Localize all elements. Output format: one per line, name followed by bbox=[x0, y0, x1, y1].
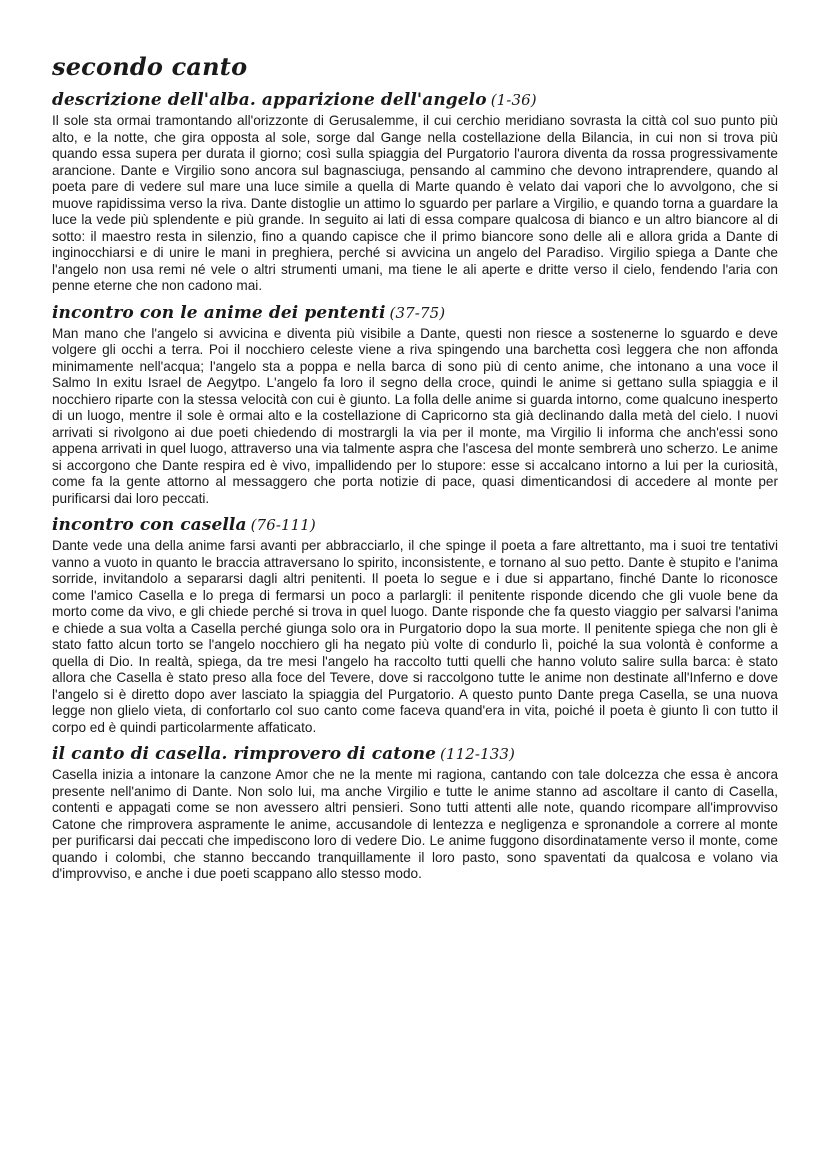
section-1 bbox=[52, 88, 778, 295]
section-2 bbox=[52, 301, 778, 508]
section-heading bbox=[52, 513, 778, 537]
section-4 bbox=[52, 742, 778, 883]
section-body: Man mano che l'angelo si avvicina e diventa più visibile a Dante, questi non riesce a sostenerne lo sguardo e deve volgere gli occhi a terra. Poi il nocchiero celeste viene a riva spingendo una barchetta così leggera che non affonda minimamente nell'acqua; l'angelo sta a poppa e nella barca di sono più di cento anime, che intonano a una voce il Salmo In exitu Israel de Aegytpo. L'angelo fa loro il segno della croce, quindi le anime si gettano sulla spiaggia e il nocchiero riparte con la stessa velocità con cui è giunto. La folla delle anime si guarda intorno, come qualcuno inesperto di un luogo, mentre il sole è ormai alto e la costellazione di Capricorno sta già declinando dalla metà del cielo. I nuovi arrivati si rivolgono ai due poeti chiedendo di mostrargli la via per il monte, ma Virgilio li informa che anch'essi sono appena arrivati in quel luogo, attraverso una via talmente aspra che l'ascesa del monte sembrerà uno scherzo. Le anime si accorgono che Dante respira ed è vivo, impallidendo per lo stupore: esse si accalcano intorno a lui per la curiosità, come fa la gente attorno al messaggero che porta notizie di pace, quasi dimenticandosi di accedere al monte per purificarsi dai loro peccati. bbox=[52, 325, 778, 506]
verse-range: (1-36) bbox=[490, 91, 537, 109]
section-heading-text: descrizione dell'alba. apparizione dell'angelo bbox=[52, 90, 487, 110]
section-heading-text: il canto di casella. rimprovero di catone bbox=[52, 744, 437, 764]
verse-range: (37-75) bbox=[389, 303, 446, 322]
section-heading-text: incontro con casella bbox=[52, 515, 247, 535]
section-3 bbox=[52, 513, 778, 736]
section-body: Casella inizia a intonare la canzone Amor che ne la mente mi ragiona, cantando con tale dolcezza che essa è ancora presente nell'animo di Dante. Non solo lui, ma anche Virgilio e tutte le anime stanno ad ascoltare il canto di Casella, contenti e appagati come se non avessero altri pensieri. Sono tutti attenti alle note, quando ricompare all'improvviso Catone che rimprovera aspramente le anime, accusandole di lentezza e negligenza e spronandole a correre al monte per purificarsi dai peccati che impediscono loro di vedere Dio. Le anime fuggono disordinatamente verso il monte, come quando i colombi, che stanno beccando tranquillamente il loro pasto, sono spaventati da qualcosa e volano via d'improvviso, e anche i due poeti scappano allo stesso modo. bbox=[52, 767, 778, 881]
section-heading bbox=[52, 742, 778, 766]
section-heading bbox=[52, 301, 778, 325]
section-heading bbox=[52, 88, 778, 112]
section-body: Il sole sta ormai tramontando all'orizzonte di Gerusalemme, il cui cerchio meridiano sovrasta la città col suo punto più alto, e la notte, che gira opposta al sole, sorge dal Gange nella costellazione della Bilancia, in cui non si trova più quando essa supera per durata il giorno; così sulla spiaggia del Purgatorio l'aurora diventa da rossa progressivamente arancione. Dante e Virgilio sono ancora sul bagnasciuga, pensando al cammino che devono intraprendere, quando al poeta pare di vedere sul mare una luce simile a quella di Marte quando è velato dai vapori che lo avvolgono, che si muove rapidissima verso la riva. Dante distoglie un attimo lo sguardo per parlare a Virgilio, e quando torna a guardare la luce la vede più splendente e più grande. In seguito ai lati di essa compare qualcosa di bianco e un altro biancore al di sotto: il maestro resta in silenzio, fino a quando capisce che il primo biancore sono delle ali e allora grida a Dante di inginocchiarsi e di unire le mani in preghiera, perché si avvicina un angelo del Paradiso. Virgilio spiega a Dante che l'angelo non usa remi né vele o altri strumenti umani, ma tiene le ali aperte e dritte verso il cielo, fendendo l'aria con penne eterne che non cadono mai. bbox=[52, 113, 778, 293]
verse-range: (76-111) bbox=[250, 516, 316, 534]
page-title: secondo canto bbox=[52, 52, 248, 81]
verse-range: (112-133) bbox=[440, 745, 515, 763]
section-heading-text: incontro con le anime dei pententi bbox=[52, 302, 386, 323]
document-page bbox=[52, 52, 778, 889]
section-body: Dante vede una della anime farsi avanti per abbracciarlo, il che spinge il poeta a fare altrettanto, ma i suoi tre tentativi vanno a vuoto in quanto le braccia attraversano lo spirito, inconsistente, e tornano al suo petto. Dante è stupito e l'anima sorride, invitandolo a separarsi dagli altri penitenti. Il poeta lo segue e i due si appartano, finché Dante lo riconosce come l'amico Casella e lo prega di fermarsi un poco a parlargli: il penitente risponde dicendo che gli vuole bene da morto come da vivo, e gli chiede perché si trova in quel luogo. Dante risponde che fa questo viaggio per salvarsi l'anima e chiede a sua volta a Casella perché giunga solo ora in Purgatorio dopo la sua morte. Il penitente spiega che non gli è stato fatto alcun torto se l'angelo nocchiero gli ha negato più volte di condurlo lì, poiché la sua volontà è conforme a quella di Dio. In realtà, spiega, da tre mesi l'angelo ha raccolto tutti quelli che hanno voluto salire sulla barca: è stato allora che Casella è stato preso alla foce del Tevere, dove si raccolgono tutte le anime non destinate all'Inferno e dove l'angelo si è diretto dopo aver lasciato la spiaggia del Purgatorio. A questo punto Dante prega Casella, se una nuova legge non glielo vieta, di confortarlo col suo canto come faceva quand'era in vita, poiché il poeta è giunto lì con tutto il corpo ed è quindi particolarmente affaticato. bbox=[52, 538, 778, 735]
